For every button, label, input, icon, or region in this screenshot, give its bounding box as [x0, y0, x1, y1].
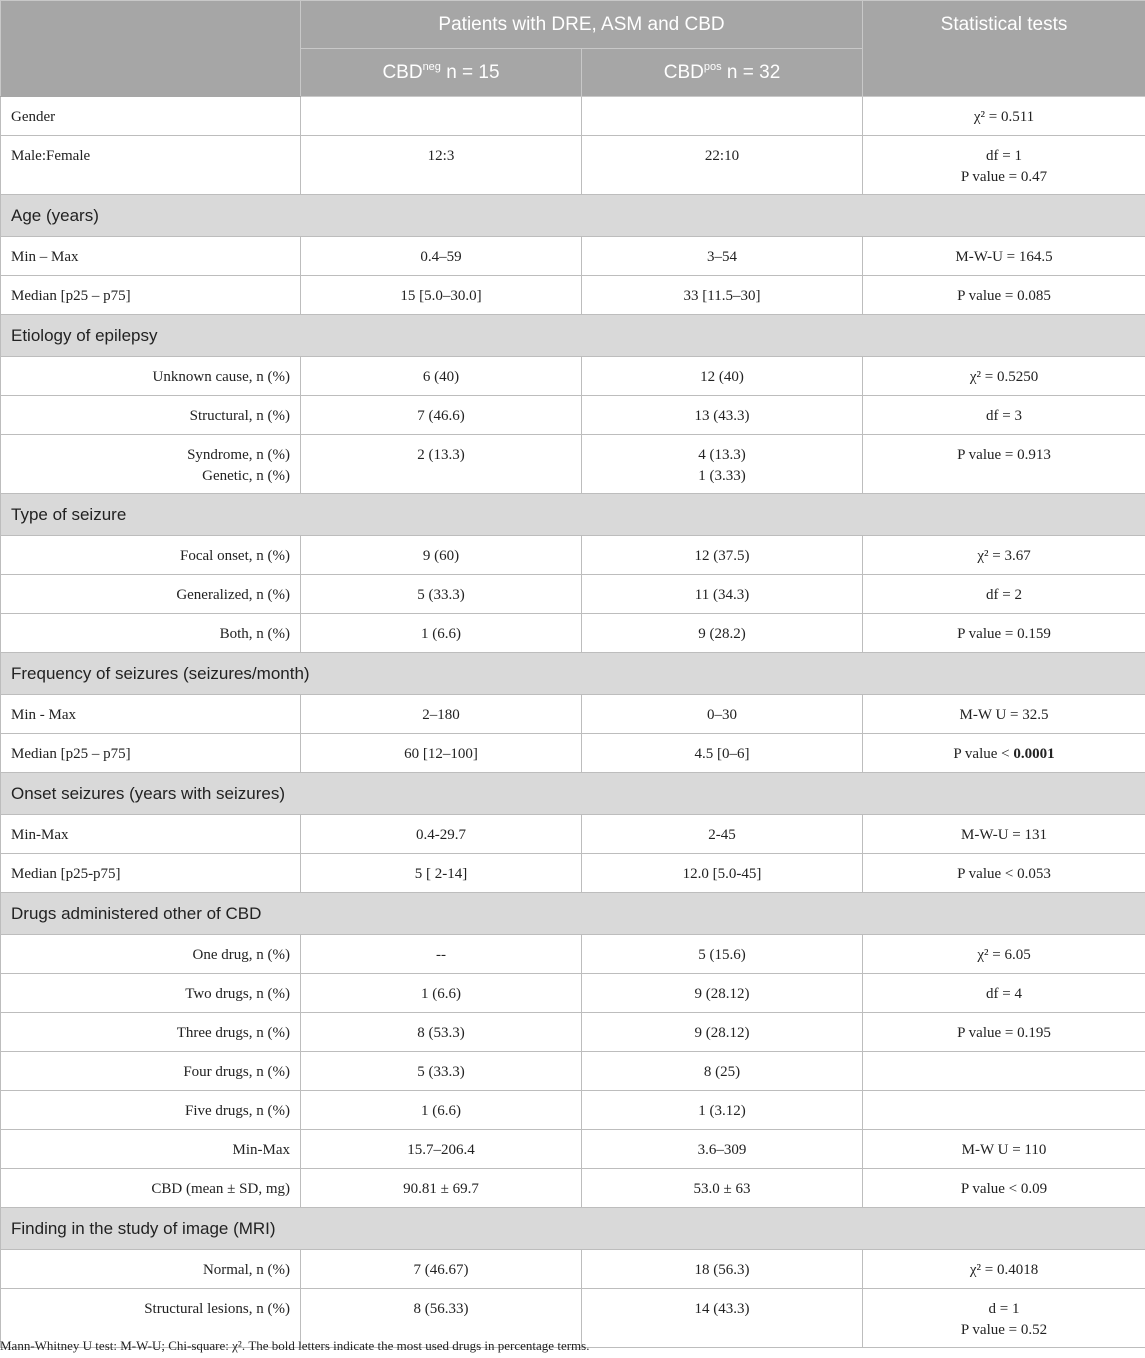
header-statistical-tests: Statistical tests — [863, 1, 1145, 97]
cbd-pos-value: 12.0 [5.0-45] — [582, 854, 863, 893]
row-label: Two drugs, n (%) — [1, 974, 301, 1013]
table-row — [1, 695, 1145, 734]
stat-value: M-W U = 32.5 — [863, 695, 1145, 734]
cbd-neg-value: 8 (56.33) — [301, 1289, 582, 1348]
cbd-neg-value: 9 (60) — [301, 536, 582, 575]
stat-value: M-W-U = 131 — [863, 815, 1145, 854]
stat-value: χ² = 6.05 — [863, 935, 1145, 974]
row-label: Structural, n (%) — [1, 396, 301, 435]
section-title: Etiology of epilepsy — [1, 315, 1145, 357]
cbd-neg-value: 5 (33.3) — [301, 1052, 582, 1091]
stat-value: χ² = 0.5250 — [863, 357, 1145, 396]
cbd-pos-value: 0–30 — [582, 695, 863, 734]
row-label: Three drugs, n (%) — [1, 1013, 301, 1052]
cbd-pos-value: 11 (34.3) — [582, 575, 863, 614]
cbd-neg-value: 7 (46.6) — [301, 396, 582, 435]
row-label: Five drugs, n (%) — [1, 1091, 301, 1130]
stat-value — [863, 1091, 1145, 1130]
stat-value: df = 4 — [863, 974, 1145, 1013]
section-header — [1, 1208, 1145, 1250]
table-footnote: Mann-Whitney U test: M-W-U; Chi-square: χ². The bold letters indicate the most used drugs in percentage terms. — [0, 1338, 590, 1353]
cbd-neg-value: 12:3 — [301, 136, 582, 195]
table-row — [1, 1091, 1145, 1130]
section-title: Drugs administered other of CBD — [1, 893, 1145, 935]
cbd-neg-value: 1 (6.6) — [301, 614, 582, 653]
row-label: Min-Max — [1, 815, 301, 854]
cbd-neg-value: 15 [5.0–30.0] — [301, 276, 582, 315]
cbd-pos-value: 9 (28.12) — [582, 974, 863, 1013]
stat-value: P value = 0.159 — [863, 614, 1145, 653]
cbd-neg-value: 15.7–206.4 — [301, 1130, 582, 1169]
section-header — [1, 893, 1145, 935]
table-row — [1, 575, 1145, 614]
stat-value: P value = 0.913 — [863, 435, 1145, 494]
stat-value: df = 2 — [863, 575, 1145, 614]
stat-value: P value = 0.195 — [863, 1013, 1145, 1052]
table-row — [1, 396, 1145, 435]
cbd-neg-value: 5 (33.3) — [301, 575, 582, 614]
stat-value — [863, 1052, 1145, 1091]
cbd-pos-value: 9 (28.2) — [582, 614, 863, 653]
stat-value: P value < 0.053 — [863, 854, 1145, 893]
section-title: Finding in the study of image (MRI) — [1, 1208, 1145, 1250]
table-row — [1, 237, 1145, 276]
cbd-pos-value — [582, 97, 863, 136]
cbd-neg-value: 1 (6.6) — [301, 974, 582, 1013]
cbd-neg-value: 90.81 ± 69.7 — [301, 1169, 582, 1208]
row-label: One drug, n (%) — [1, 935, 301, 974]
table-row — [1, 1169, 1145, 1208]
row-label: Gender — [1, 97, 301, 136]
cbd-pos-value: 3.6–309 — [582, 1130, 863, 1169]
section-title: Onset seizures (years with seizures) — [1, 773, 1145, 815]
cbd-pos-value: 4 (13.3) 1 (3.33) — [582, 435, 863, 494]
stat-value: χ² = 0.511 — [863, 97, 1145, 136]
row-label: Median [p25 – p75] — [1, 734, 301, 773]
section-header — [1, 195, 1145, 237]
row-label: Min - Max — [1, 695, 301, 734]
table-row — [1, 1250, 1145, 1289]
stat-value: M-W U = 110 — [863, 1130, 1145, 1169]
cbd-pos-value: 3–54 — [582, 237, 863, 276]
stat-value: df = 1 P value = 0.47 — [863, 136, 1145, 195]
table-row — [1, 1052, 1145, 1091]
stat-value: χ² = 0.4018 — [863, 1250, 1145, 1289]
row-label: Both, n (%) — [1, 614, 301, 653]
row-label: Median [p25 – p75] — [1, 276, 301, 315]
row-label: Four drugs, n (%) — [1, 1052, 301, 1091]
row-label: Generalized, n (%) — [1, 575, 301, 614]
table-row — [1, 935, 1145, 974]
table-row — [1, 974, 1145, 1013]
stat-value: df = 3 — [863, 396, 1145, 435]
stat-value: M-W-U = 164.5 — [863, 237, 1145, 276]
table-row — [1, 1130, 1145, 1169]
cbd-pos-value: 8 (25) — [582, 1052, 863, 1091]
cbd-pos-value: 13 (43.3) — [582, 396, 863, 435]
table-row — [1, 97, 1145, 136]
section-header — [1, 773, 1145, 815]
header-group-title: Patients with DRE, ASM and CBD — [301, 1, 863, 49]
section-title: Age (years) — [1, 195, 1145, 237]
row-label: Min – Max — [1, 237, 301, 276]
cbd-pos-value: 5 (15.6) — [582, 935, 863, 974]
stat-value: P value < 0.09 — [863, 1169, 1145, 1208]
cbd-neg-value: 1 (6.6) — [301, 1091, 582, 1130]
cbd-pos-value: 12 (37.5) — [582, 536, 863, 575]
stat-value: χ² = 3.67 — [863, 536, 1145, 575]
row-label: Min-Max — [1, 1130, 301, 1169]
cbd-neg-value: 6 (40) — [301, 357, 582, 396]
section-header — [1, 653, 1145, 695]
table-row — [1, 1013, 1145, 1052]
cbd-pos-value: 22:10 — [582, 136, 863, 195]
cbd-neg-value: 0.4–59 — [301, 237, 582, 276]
cbd-neg-value: 60 [12–100] — [301, 734, 582, 773]
cbd-pos-value: 53.0 ± 63 — [582, 1169, 863, 1208]
stat-value: P value < 0.0001 — [863, 734, 1145, 773]
row-label: Focal onset, n (%) — [1, 536, 301, 575]
cbd-neg-value: 2–180 — [301, 695, 582, 734]
table-row — [1, 276, 1145, 315]
cbd-neg-value — [301, 97, 582, 136]
table-row — [1, 435, 1145, 494]
cbd-pos-value: 18 (56.3) — [582, 1250, 863, 1289]
cbd-neg-value: 5 [ 2-14] — [301, 854, 582, 893]
table-row — [1, 815, 1145, 854]
row-label: Normal, n (%) — [1, 1250, 301, 1289]
section-header — [1, 494, 1145, 536]
table-row — [1, 357, 1145, 396]
row-label: CBD (mean ± SD, mg) — [1, 1169, 301, 1208]
table-row — [1, 734, 1145, 773]
cbd-neg-value: 0.4-29.7 — [301, 815, 582, 854]
cbd-pos-value: 2-45 — [582, 815, 863, 854]
cbd-pos-value: 14 (43.3) — [582, 1289, 863, 1348]
header-blank-cell — [1, 1, 301, 97]
section-header — [1, 315, 1145, 357]
cbd-neg-value: -- — [301, 935, 582, 974]
table-row — [1, 136, 1145, 195]
cbd-neg-value: 2 (13.3) — [301, 435, 582, 494]
table-row — [1, 854, 1145, 893]
cbd-pos-value: 9 (28.12) — [582, 1013, 863, 1052]
section-title: Type of seizure — [1, 494, 1145, 536]
header-cbd-pos: $CBD^{pos}$ n = 32 — [582, 49, 863, 97]
stat-value: P value = 0.085 — [863, 276, 1145, 315]
cbd-neg-value: 7 (46.67) — [301, 1250, 582, 1289]
table-row — [1, 536, 1145, 575]
cbd-neg-value: 8 (53.3) — [301, 1013, 582, 1052]
cbd-pos-value: 1 (3.12) — [582, 1091, 863, 1130]
row-label: Median [p25-p75] — [1, 854, 301, 893]
table-row — [1, 614, 1145, 653]
header-cbd-neg: $CBD^{neg}$ n = 15 — [301, 49, 582, 97]
row-label: Structural lesions, n (%) — [1, 1289, 301, 1348]
cbd-pos-value: 33 [11.5–30] — [582, 276, 863, 315]
row-label: Unknown cause, n (%) — [1, 357, 301, 396]
stat-value: d = 1 P value = 0.52 — [863, 1289, 1145, 1348]
row-label: Male:Female — [1, 136, 301, 195]
cbd-pos-value: 4.5 [0–6] — [582, 734, 863, 773]
section-title: Frequency of seizures (seizures/month) — [1, 653, 1145, 695]
row-label: Syndrome, n (%) Genetic, n (%) — [1, 435, 301, 494]
cbd-pos-value: 12 (40) — [582, 357, 863, 396]
